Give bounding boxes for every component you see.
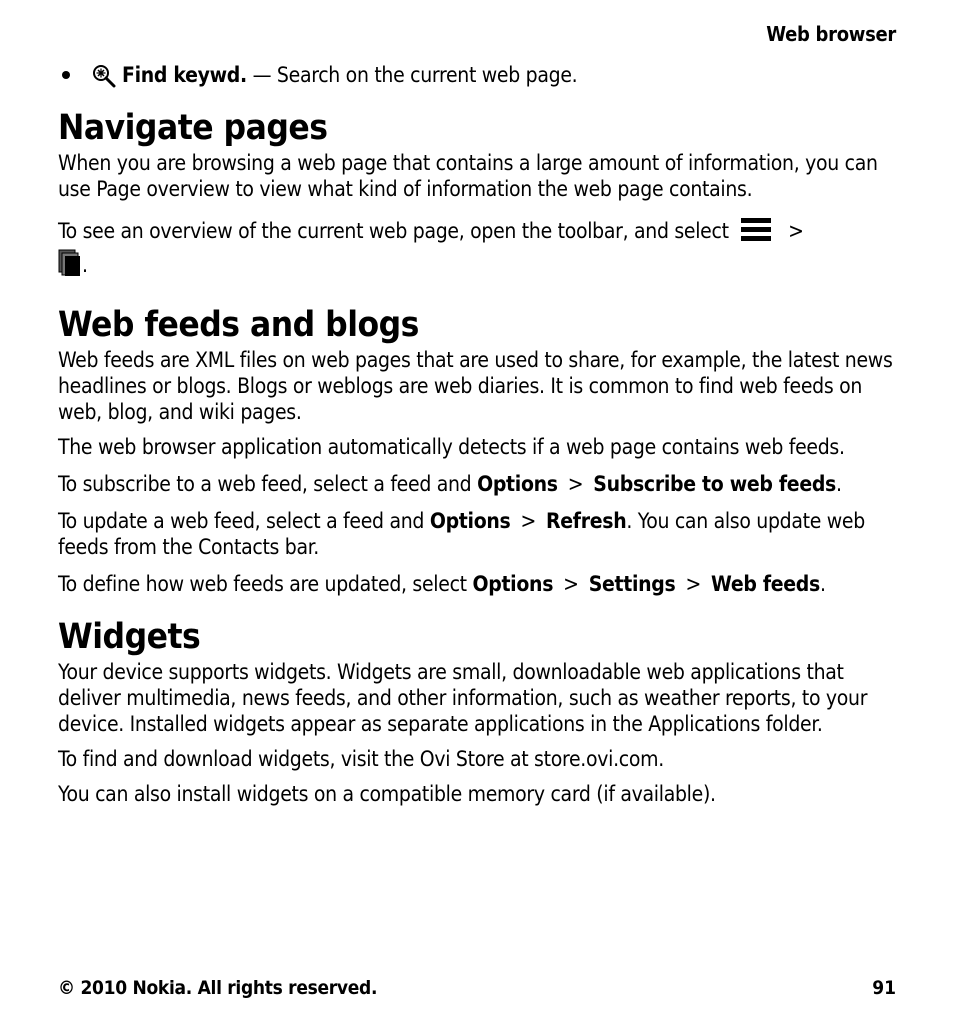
refresh-label: Refresh (546, 509, 627, 533)
widgets-paragraph-1: Your device supports widgets. Widgets are small, downloadable web applications that deliver multimedia, news feeds, and other information, such as weather reports, to your device. Installed widgets appear as separate applications in the Applications folder. (58, 660, 868, 736)
feeds-paragraph-3 (58, 471, 898, 497)
feeds-paragraph-2: The web browser application automatically detects if a web page contains web feeds. (58, 435, 845, 459)
web-feeds-label: Web feeds (711, 572, 820, 596)
navigate-paragraph-2 (58, 215, 898, 283)
heading-widgets: Widgets (58, 617, 201, 657)
find-keyword-icon (90, 62, 118, 88)
menu-separator: > (685, 572, 702, 596)
feeds-p3-text: To subscribe to a web feed, select a feed and (58, 472, 478, 496)
footer-copyright: © 2010 Nokia. All rights reserved. (58, 977, 378, 999)
toolbar-menu-icon (740, 215, 772, 249)
navigate-p2-end: . (82, 253, 88, 277)
feeds-p3-end: . (836, 472, 842, 496)
feeds-p4-end: . You can also update web feeds from the Contacts bar. (58, 509, 865, 559)
page-content (58, 60, 898, 807)
feeds-p5-end: . (819, 572, 826, 596)
page-overview-icon (58, 249, 82, 283)
find-keyword-label: Find keywd. (122, 63, 247, 87)
navigate-paragraph-1: When you are browsing a web page that contains a large amount of information, you can use Page overview to view what kind of information the web page contains. (58, 151, 878, 201)
subscribe-label: Subscribe to web feeds (593, 472, 837, 496)
feeds-p4-text: To update a web feed, select a feed and (58, 509, 430, 533)
menu-separator: > (567, 472, 584, 496)
widgets-paragraph-3: You can also install widgets on a compatible memory card (if available). (58, 782, 716, 806)
navigate-separator: > (788, 219, 804, 243)
options-label: Options (472, 572, 554, 596)
feeds-paragraph-4 (58, 508, 898, 560)
bullet-dot (62, 71, 70, 79)
options-label: Options (477, 472, 558, 496)
feeds-paragraph-5 (58, 571, 898, 597)
options-label: Options (429, 509, 511, 533)
settings-label: Settings (588, 572, 676, 596)
find-keyword-bullet (58, 60, 898, 90)
widgets-paragraph-2: To find and download widgets, visit the Ovi Store at store.ovi.com. (58, 747, 664, 771)
running-header: Web browser (766, 22, 896, 46)
find-keyword-desc: — Search on the current web page. (246, 63, 578, 87)
menu-separator: > (520, 509, 537, 533)
footer-page-number: 91 (872, 977, 896, 999)
navigate-p2-text: To see an overview of the current web page, open the toolbar, and select (58, 219, 729, 243)
feeds-p5-text: To define how web feeds are updated, select (58, 572, 473, 596)
feeds-paragraph-1: Web feeds are XML files on web pages that are used to share, for example, the latest news headlines or blogs. Blogs or weblogs are web diaries. It is common to find web feeds on web, blog, and wiki pages. (58, 348, 893, 424)
menu-separator: > (563, 572, 579, 596)
heading-web-feeds: Web feeds and blogs (58, 305, 419, 345)
heading-navigate-pages: Navigate pages (58, 108, 328, 148)
